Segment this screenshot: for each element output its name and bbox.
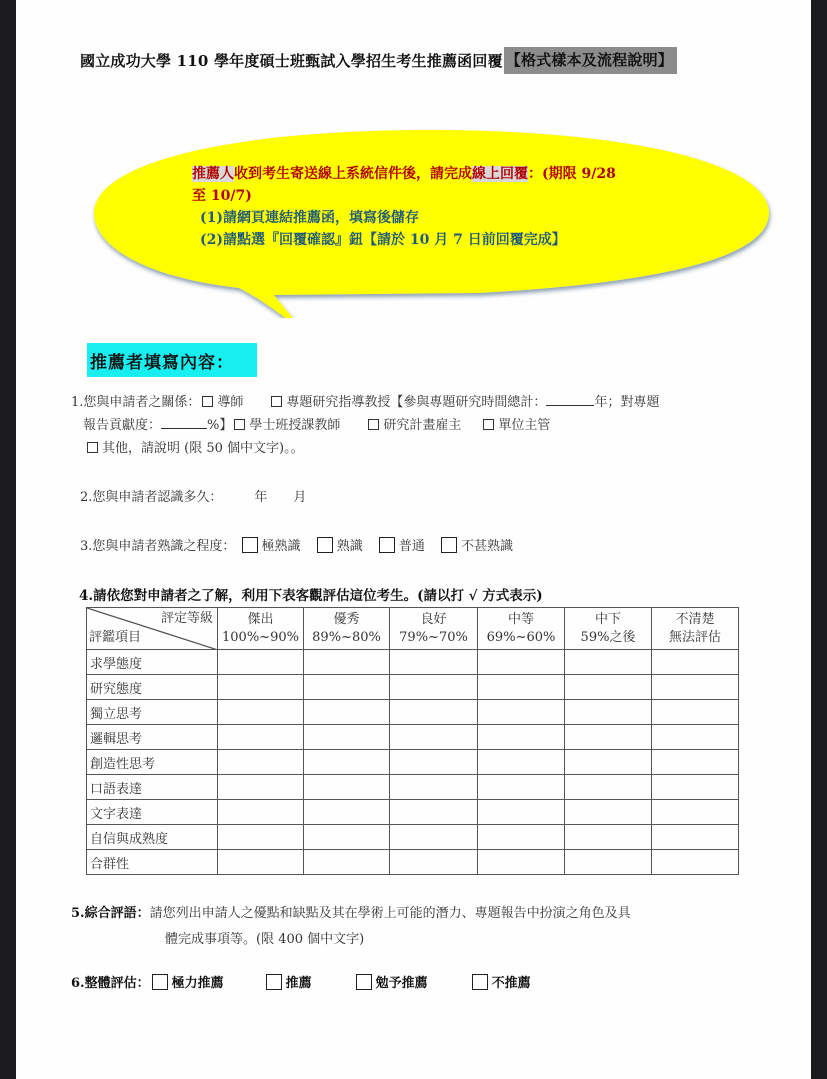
row-label: 合群性: [87, 850, 218, 875]
rating-cell[interactable]: [478, 800, 565, 825]
rating-cell[interactable]: [478, 775, 565, 800]
rating-cell[interactable]: [304, 725, 390, 750]
rating-cell[interactable]: [304, 775, 390, 800]
callout-deadline-end: 至 10/7): [192, 188, 252, 204]
rating-cell[interactable]: [390, 725, 478, 750]
rating-cell[interactable]: [304, 675, 390, 700]
column-grade: 優秀: [333, 611, 360, 627]
q3-checkbox-average[interactable]: [379, 537, 395, 553]
q3-checkbox-not-familiar[interactable]: [441, 537, 457, 553]
rating-cell[interactable]: [565, 775, 652, 800]
section-header: 推薦者填寫內容：: [87, 343, 257, 377]
q1-label: 1.您與申請者之關係：: [71, 395, 201, 410]
table-header-row: [87, 608, 739, 650]
rating-cell[interactable]: [390, 800, 478, 825]
callout-deadline: ：(期限 9/28: [528, 166, 616, 182]
column-range: 79%~70%: [399, 629, 468, 645]
q1-years-blank[interactable]: [546, 394, 594, 406]
rating-cell[interactable]: [304, 650, 390, 675]
q6-checkbox[interactable]: [266, 974, 282, 990]
q1-option-employer: 研究計畫雇主: [383, 418, 462, 433]
rating-cell[interactable]: [218, 675, 304, 700]
document-title: [80, 47, 677, 73]
q6-line: [71, 972, 531, 991]
q1-option-supervisor: 單位主管: [498, 418, 551, 433]
callout-bubble: [69, 118, 799, 318]
q1-option-advisor: 專題研究指導教授【參與專題研究時間總計：: [286, 395, 547, 410]
rating-cell[interactable]: [390, 775, 478, 800]
table-row: [87, 675, 739, 700]
rating-cell[interactable]: [478, 650, 565, 675]
rating-cell[interactable]: [304, 850, 390, 875]
q3-checkbox-very-familiar[interactable]: [242, 537, 258, 553]
q6-option-strongly-recommend[interactable]: [150, 972, 224, 991]
q1-checkbox-supervisor[interactable]: [483, 419, 494, 430]
rating-cell[interactable]: [218, 825, 304, 850]
column-grade: 中下: [594, 611, 621, 627]
corner-item-label: 評鑑項目: [89, 630, 142, 645]
rating-cell[interactable]: [652, 825, 739, 850]
column-grade: 中等: [507, 611, 534, 627]
rating-cell[interactable]: [652, 725, 739, 750]
rating-cell[interactable]: [478, 850, 565, 875]
column-grade: 良好: [420, 611, 447, 627]
q5-label: 5.綜合評語：: [71, 906, 150, 921]
column-header: [390, 608, 478, 650]
q5-block: [71, 901, 631, 953]
rating-cell[interactable]: [390, 675, 478, 700]
rating-cell[interactable]: [390, 750, 478, 775]
q6-checkbox[interactable]: [472, 974, 488, 990]
rating-cell[interactable]: [218, 800, 304, 825]
document-page: [16, 0, 811, 1079]
q5-text-line1: 請您列出申請人之優點和缺點及其在學術上可能的潛力、專題報告中扮演之角色及具: [149, 906, 631, 921]
rating-cell[interactable]: [652, 675, 739, 700]
q1-line1: [71, 392, 659, 414]
rating-cell[interactable]: [478, 825, 565, 850]
table-row: [87, 825, 739, 850]
q6-checkbox[interactable]: [152, 974, 168, 990]
rating-cell[interactable]: [478, 750, 565, 775]
q1-option-other: 其他，請說明 (限 50 個中文字)。。: [102, 441, 304, 456]
callout-step-1: (1)請網頁連結推薦函，填寫後儲存: [200, 210, 419, 226]
rating-cell[interactable]: [304, 825, 390, 850]
callout-instruction: [192, 163, 712, 185]
rating-cell[interactable]: [390, 650, 478, 675]
row-label: 邏輯思考: [87, 725, 218, 750]
q1-unit-percent: %】: [207, 418, 233, 433]
column-range: 無法評估: [668, 629, 721, 645]
column-header: [565, 608, 652, 650]
q2-unit-year: 年: [254, 490, 268, 505]
column-range: 100%~90%: [222, 629, 299, 645]
column-header: [304, 608, 390, 650]
row-label: 文字表達: [87, 800, 218, 825]
rating-cell[interactable]: [218, 725, 304, 750]
column-header: [652, 608, 739, 650]
rating-cell[interactable]: [478, 675, 565, 700]
rating-cell[interactable]: [565, 650, 652, 675]
q3-option-very-familiar: 極熟識: [261, 539, 301, 554]
title-main: 國立成功大學 110 學年度碩士班甄試入學招生考生推薦函回覆: [80, 51, 503, 70]
rating-cell[interactable]: [218, 650, 304, 675]
column-range: 69%~60%: [486, 629, 556, 645]
q3-line: [80, 536, 513, 558]
q6-label: 6.整體評估：: [71, 976, 150, 991]
q1-checkbox-advisor[interactable]: [271, 396, 282, 407]
callout-mid: 收到考生寄送線上系統信件後，請完成: [234, 166, 472, 182]
row-label: 創造性思考: [87, 750, 218, 775]
row-label: 求學態度: [87, 650, 218, 675]
q2-label: 2.您與申請者認識多久：: [80, 490, 223, 505]
q1-contribution-label: 報告貢獻度：: [83, 418, 162, 433]
q6-option-label: 推薦: [285, 976, 312, 991]
callout-recommender: 推薦人: [192, 166, 234, 182]
table-row: [87, 725, 739, 750]
q1-option-mentor: 導師: [217, 395, 244, 410]
q3-label: 3.您與申請者熟識之程度：: [80, 539, 236, 554]
q3-option-not-familiar: 不甚熟識: [461, 539, 514, 554]
q1-checkbox-employer[interactable]: [368, 419, 379, 430]
table-row: [87, 800, 739, 825]
rating-cell[interactable]: [565, 850, 652, 875]
rating-cell[interactable]: [218, 775, 304, 800]
table-row: [87, 700, 739, 725]
row-label: 自信與成熟度: [87, 825, 218, 850]
rating-cell[interactable]: [652, 775, 739, 800]
rating-cell[interactable]: [565, 800, 652, 825]
table-row: [87, 850, 739, 875]
rating-cell[interactable]: [652, 700, 739, 725]
rating-cell[interactable]: [304, 800, 390, 825]
row-label: 研究態度: [87, 675, 218, 700]
q4-title: 4.請依您對申請者之了解，利用下表客觀評估這位考生。(請以打 √ 方式表示): [79, 588, 543, 604]
rating-cell[interactable]: [218, 850, 304, 875]
q2-line: [80, 487, 306, 509]
q5-text-line2: 體完成事項等。(限 400 個中文字): [165, 932, 365, 947]
rating-cell[interactable]: [304, 700, 390, 725]
q2-unit-month: 月: [293, 490, 307, 505]
rating-cell[interactable]: [652, 750, 739, 775]
q3-checkbox-familiar[interactable]: [317, 537, 333, 553]
row-label: 獨立思考: [87, 700, 218, 725]
rating-cell[interactable]: [478, 725, 565, 750]
column-grade: 不清楚: [675, 611, 715, 627]
callout-online-reply: 線上回覆: [472, 166, 528, 182]
column-range: 59%之後: [580, 629, 636, 645]
rating-cell[interactable]: [390, 850, 478, 875]
column-grade: 傑出: [247, 611, 274, 627]
q6-checkbox[interactable]: [356, 974, 372, 990]
rating-cell[interactable]: [565, 825, 652, 850]
evaluation-table: [86, 607, 739, 875]
column-range: 89%~80%: [312, 629, 381, 645]
q1-checkbox-other[interactable]: [87, 442, 98, 453]
table-corner-cell: [87, 608, 218, 650]
q1-checkbox-lecturer[interactable]: [234, 419, 245, 430]
rating-cell[interactable]: [390, 700, 478, 725]
q3-option-familiar: 熟識: [336, 539, 363, 554]
title-highlight: 【格式樣本及流程說明】: [504, 47, 677, 74]
table-row: [87, 775, 739, 800]
rating-cell[interactable]: [565, 700, 652, 725]
rating-cell[interactable]: [565, 725, 652, 750]
rating-cell[interactable]: [652, 650, 739, 675]
q1-line2: [83, 415, 550, 437]
q6-option-label: 不推薦: [491, 976, 531, 991]
row-label: 口語表達: [87, 775, 218, 800]
rating-cell[interactable]: [390, 825, 478, 850]
q1-unit-year: 年；對專題: [594, 395, 660, 410]
corner-grade-label: 評定等級: [160, 611, 213, 626]
rating-cell[interactable]: [565, 750, 652, 775]
q6-option-recommend[interactable]: [264, 972, 312, 991]
q1-checkbox-mentor[interactable]: [202, 396, 213, 407]
table-row: [87, 750, 739, 775]
q6-option-not-recommend[interactable]: [470, 972, 531, 991]
q6-option-label: 極力推薦: [171, 976, 224, 991]
q1-option-lecturer: 學士班授課教師: [249, 418, 341, 433]
rating-cell[interactable]: [478, 700, 565, 725]
rating-cell[interactable]: [218, 750, 304, 775]
rating-cell[interactable]: [218, 700, 304, 725]
column-header: [478, 608, 565, 650]
rating-cell[interactable]: [565, 675, 652, 700]
callout-text: [192, 163, 712, 251]
rating-cell[interactable]: [304, 750, 390, 775]
q3-option-average: 普通: [398, 539, 425, 554]
table-row: [87, 650, 739, 675]
rating-cell[interactable]: [652, 850, 739, 875]
rating-cell[interactable]: [652, 800, 739, 825]
q6-option-label: 勉予推薦: [375, 976, 428, 991]
callout-step-2: (2)請點選『回覆確認』鈕【請於 10 月 7 日前回覆完成】: [200, 232, 566, 248]
q6-option-reluctantly-recommend[interactable]: [354, 972, 428, 991]
column-header: [218, 608, 304, 650]
q1-line3: [85, 438, 304, 460]
q1-contribution-blank[interactable]: [161, 417, 207, 429]
